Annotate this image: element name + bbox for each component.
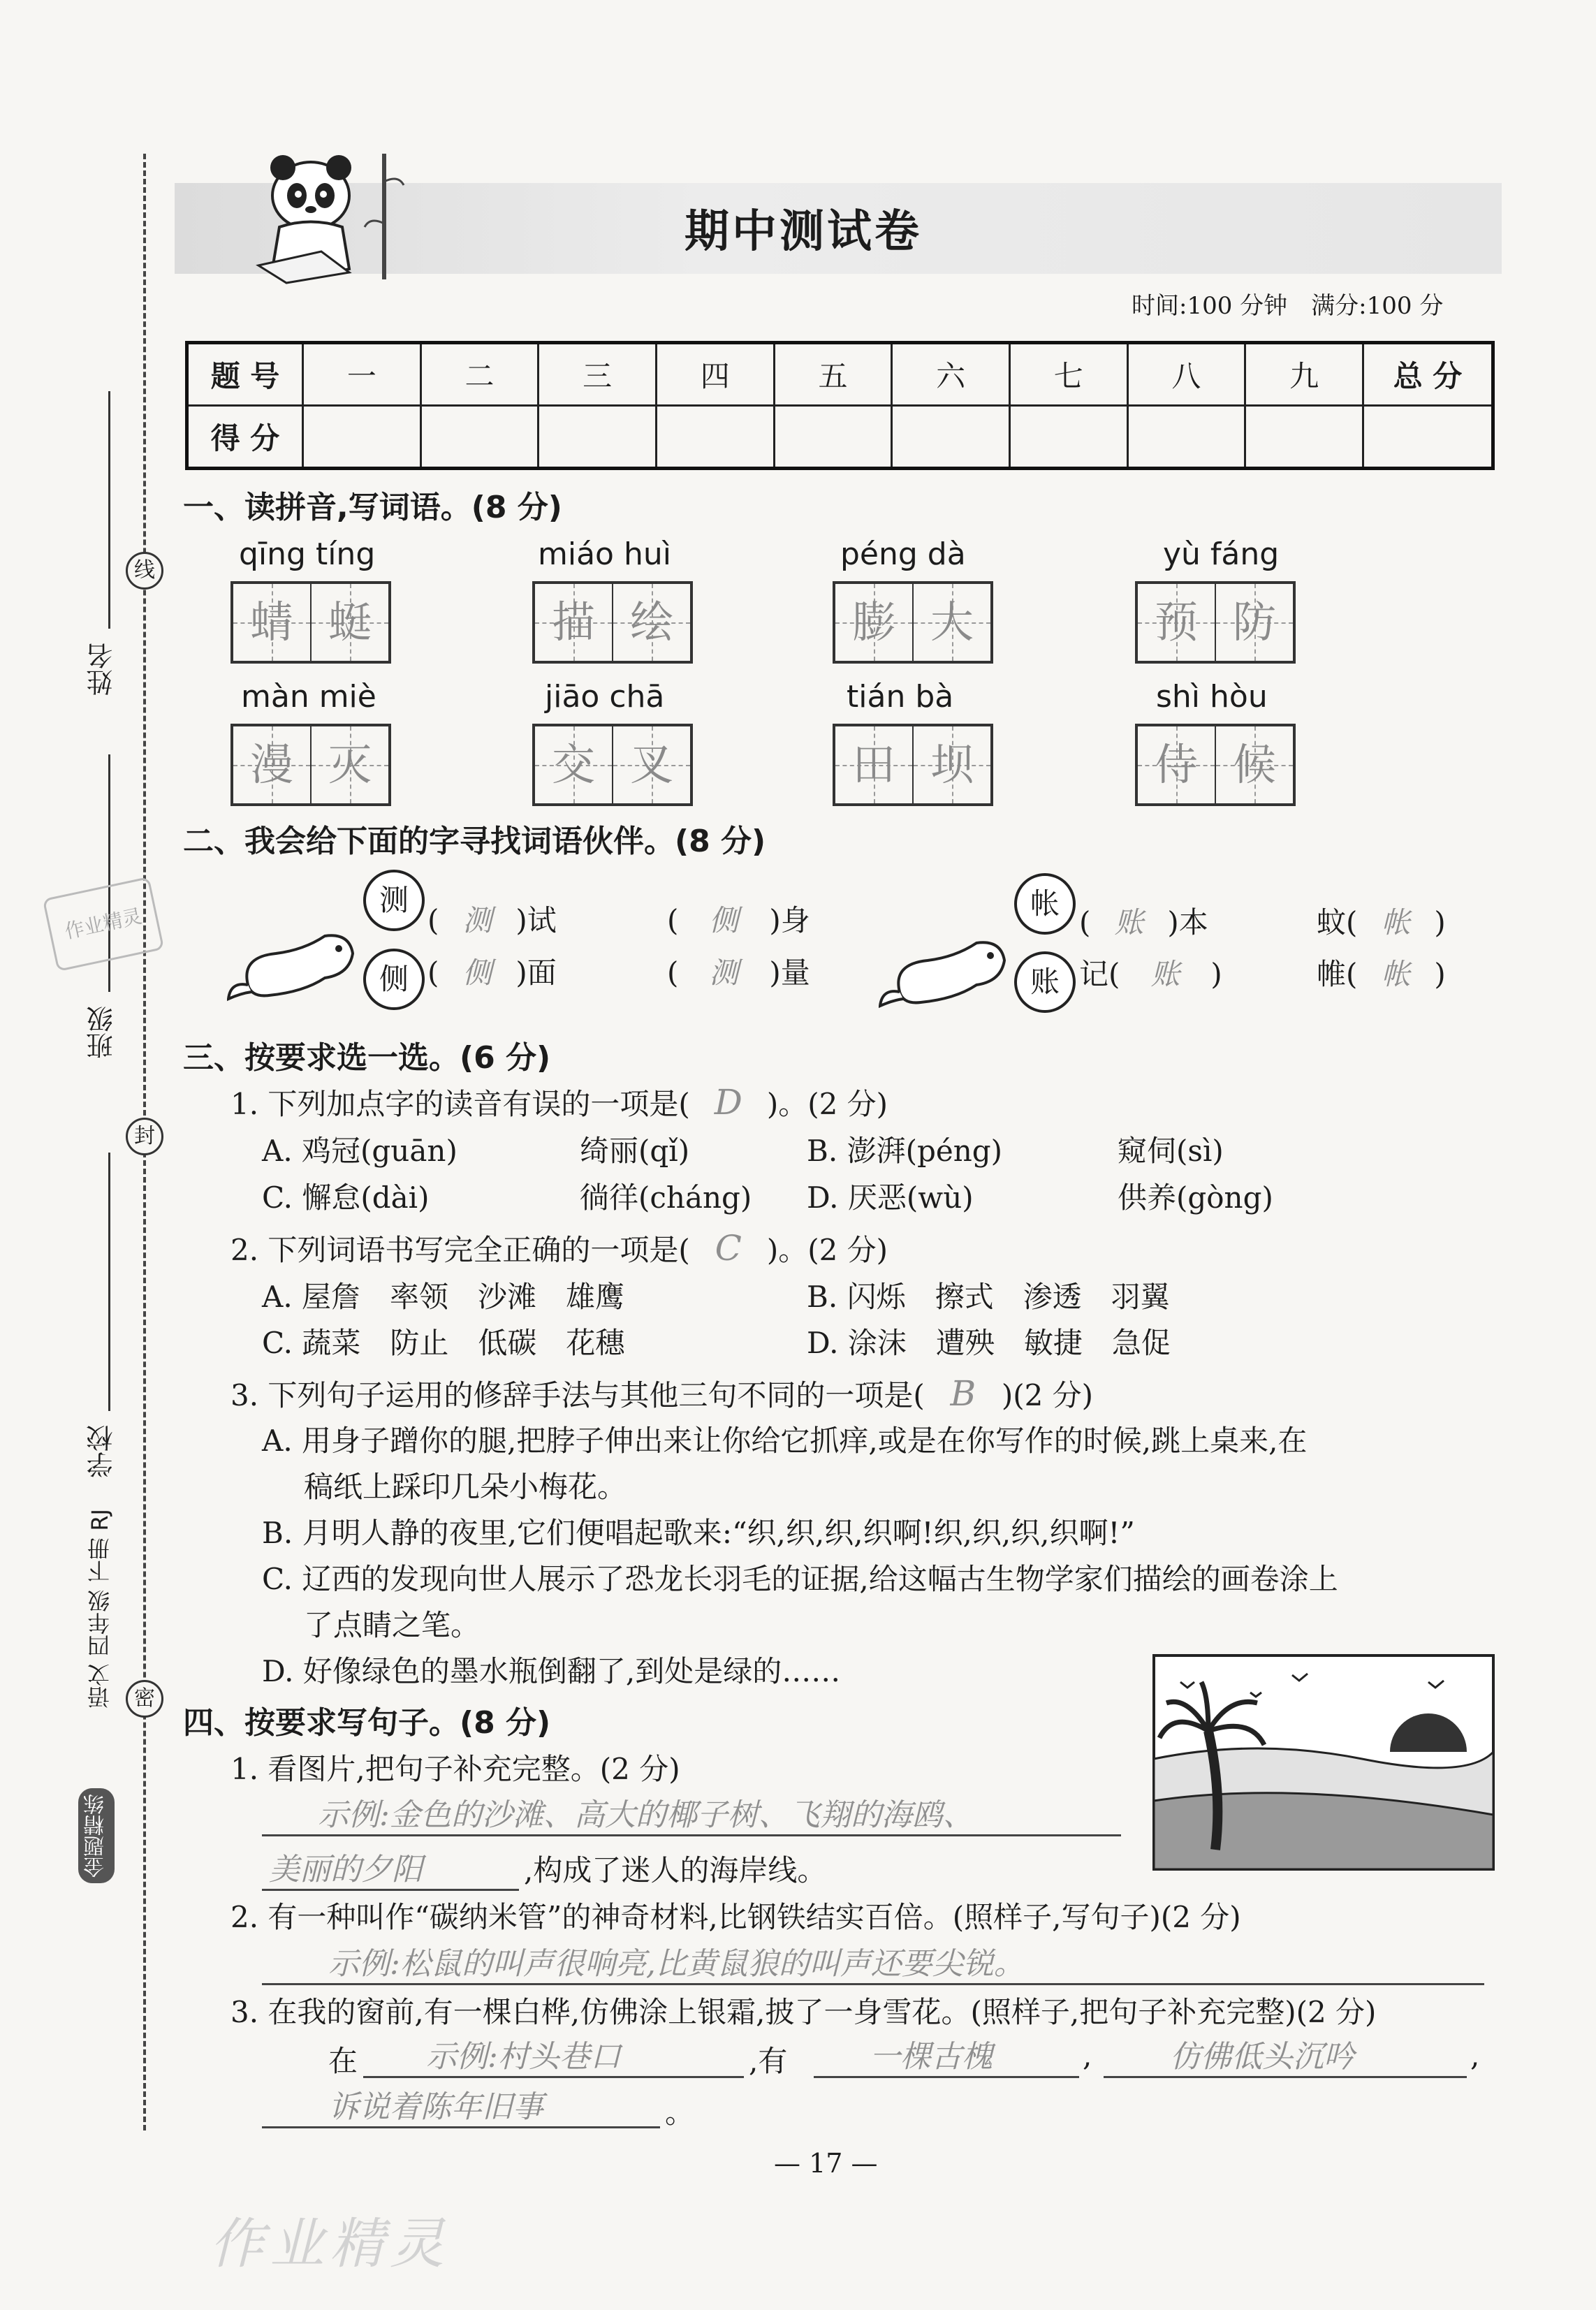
- school-blank-line: [108, 1153, 110, 1411]
- s2-word: )量: [769, 956, 810, 990]
- binding-mark-xian: 线: [126, 552, 163, 590]
- score-col-4: 四: [656, 343, 774, 406]
- s2-word: )本: [1167, 905, 1208, 940]
- s2-word: ): [1434, 905, 1446, 940]
- q4-3-answer-1[interactable]: 示例:村头巷口: [363, 2031, 744, 2078]
- q4-3-answer-3[interactable]: 仿佛低头沉吟: [1104, 2031, 1467, 2078]
- s2-word: )身: [769, 903, 810, 937]
- answer-char: 侍: [1154, 739, 1198, 790]
- score-cell[interactable]: [539, 406, 657, 469]
- panda-reading-icon: [244, 147, 405, 286]
- q4-2-stem: 2. 有一种叫作“碳纳米管”的神奇材料,比钢铁结实百倍。(照样子,写句子)(2 分): [230, 1900, 1241, 1934]
- option: 了点睛之笔。: [304, 1608, 481, 1642]
- score-cell[interactable]: [420, 406, 539, 469]
- q3-3-answer: B: [950, 1373, 976, 1414]
- score-cell[interactable]: [774, 406, 892, 469]
- section2-title: 二、我会给下面的字寻找词语伙伴。(8 分): [183, 824, 766, 859]
- s2-row1-c: ( 账 )本: [1079, 900, 1208, 942]
- s2-row2-a: ( 侧 )面: [427, 950, 557, 992]
- s2-ans: 侧: [462, 956, 492, 990]
- score-col-3: 三: [539, 343, 657, 406]
- s2-ans: 帐: [1381, 905, 1411, 940]
- answer-char: 交: [551, 739, 595, 790]
- score-col-9: 九: [1245, 343, 1363, 406]
- name-label: 姓名: [87, 643, 117, 696]
- section1-title: 一、读拼音,写词语。(8 分): [183, 490, 562, 525]
- s2-word: 帷(: [1317, 957, 1358, 991]
- q3-1-stem: [230, 1081, 888, 1123]
- score-col-7: 七: [1009, 343, 1127, 406]
- s2-ans: 账: [1114, 905, 1144, 940]
- stem-text: )。(2 分): [766, 1087, 888, 1121]
- score-col-total: 总 分: [1363, 343, 1493, 406]
- word-box-6[interactable]: [532, 724, 693, 806]
- s2-row2-b: ( 测 )量: [667, 950, 810, 992]
- page-title: 期中测试卷: [684, 206, 922, 258]
- s2-ans: 侧: [709, 903, 739, 937]
- option: D. 厌恶(wù): [807, 1180, 974, 1215]
- stem-text: )(2 分): [1001, 1378, 1094, 1412]
- class-label: 班级: [87, 1006, 117, 1059]
- stem-text: )。(2 分): [766, 1233, 888, 1267]
- word-box-8[interactable]: [1135, 724, 1296, 806]
- option: C. 懈怠(dài): [262, 1180, 430, 1215]
- score-col-8: 八: [1127, 343, 1245, 406]
- word-box-1[interactable]: [230, 581, 391, 664]
- q4-2-answer[interactable]: 示例:松鼠的叫声很响亮,比黄鼠狼的叫声还要尖锐。: [262, 1938, 1484, 1985]
- word-box-7[interactable]: [833, 724, 993, 806]
- school-label: 学校: [87, 1425, 117, 1478]
- score-col-5: 五: [774, 343, 892, 406]
- score-col-2: 二: [420, 343, 539, 406]
- circle-char-ce2: 侧: [363, 949, 425, 1010]
- q3-2-stem: [230, 1227, 888, 1269]
- option: C. 辽西的发现向世人展示了恐龙长羽毛的证据,给这幅古生物学家们描绘的画卷涂上: [262, 1562, 1338, 1596]
- s2-row1-a: ( 测 )试: [427, 898, 557, 940]
- q4-1-answer-line2[interactable]: 美丽的夕阳: [262, 1844, 519, 1891]
- s2-word: ): [1434, 957, 1446, 991]
- stem-text: 2. 下列词语书写完全正确的一项是(: [230, 1233, 690, 1267]
- option: 稿纸上踩印几朵小梅花。: [304, 1470, 627, 1504]
- time-info: 时间:100 分钟 满分:100 分: [1132, 292, 1444, 320]
- s2-row2-c: [1079, 951, 1222, 993]
- watermark: 作业精灵: [210, 2213, 451, 2276]
- option: 徜徉(cháng): [580, 1180, 752, 1215]
- q4-3-word: ,: [1470, 2038, 1480, 2073]
- answer-char: 漫: [249, 739, 293, 790]
- answer-char: 膨: [851, 597, 895, 648]
- score-cell[interactable]: [303, 406, 421, 469]
- word-box-5[interactable]: [230, 724, 391, 806]
- answer-char: 大: [930, 597, 974, 648]
- option: 绮丽(qǐ): [580, 1134, 690, 1168]
- word-box-4[interactable]: [1135, 581, 1296, 664]
- score-table: [185, 341, 1495, 470]
- answer-char: 蜻: [249, 597, 293, 648]
- word-box-2[interactable]: [532, 581, 693, 664]
- pinyin-3: péng dà: [840, 536, 966, 572]
- word-box-3[interactable]: [833, 581, 993, 664]
- answer-char: 坝: [930, 739, 974, 790]
- score-row-label: 得 分: [187, 406, 303, 469]
- q4-3-word: ,有: [749, 2044, 788, 2078]
- seal-right-icon: [879, 922, 1011, 1013]
- score-col-1: 一: [303, 343, 421, 406]
- q4-3-answer-2[interactable]: 一棵古槐: [814, 2031, 1079, 2078]
- s2-word: 记(: [1079, 957, 1120, 991]
- circle-char-zhang2: 账: [1014, 951, 1076, 1013]
- q4-3-word: 。: [665, 2096, 695, 2130]
- option: A. 鸡冠(guān): [262, 1134, 457, 1168]
- pinyin-5: màn miè: [241, 679, 376, 715]
- pinyin-1: qīng tíng: [239, 536, 376, 572]
- section3-title: 三、按要求选一选。(6 分): [183, 1040, 551, 1076]
- answer-char: 绘: [629, 597, 673, 648]
- score-col-6: 六: [892, 343, 1010, 406]
- q4-3-word: ,: [1083, 2038, 1092, 2073]
- option: A. 用身子蹭你的腿,把脖子伸出来让你给它抓痒,或是在你写作的时候,跳上桌来,在: [262, 1424, 1308, 1458]
- s2-word: 蚊(: [1317, 905, 1358, 940]
- s2-word: )试: [515, 903, 557, 937]
- s2-ans: 账: [1150, 957, 1180, 991]
- circle-char-ce: 测: [363, 870, 425, 931]
- q4-3-answer-4[interactable]: 诉说着陈年旧事: [262, 2082, 660, 2128]
- q3-2-answer: C: [715, 1228, 742, 1269]
- s2-word: )面: [515, 956, 557, 990]
- page-number: — 17 —: [774, 2148, 878, 2179]
- book-info: 语文 四年级 下册 RJ: [87, 1509, 113, 1709]
- binding-mark-feng: 封: [126, 1118, 163, 1155]
- option: B. 澎湃(péng): [807, 1134, 1003, 1168]
- s2-ans: 帐: [1381, 957, 1411, 991]
- binding-mark-mi: 密: [126, 1680, 163, 1718]
- pinyin-2: miáo huì: [538, 536, 671, 572]
- answer-char: 灭: [328, 739, 372, 790]
- answer-char: 描: [551, 597, 595, 648]
- s2-word: ): [1210, 957, 1222, 991]
- section4-title: 四、按要求写句子。(8 分): [183, 1705, 551, 1741]
- beach-scene-image: [1152, 1654, 1495, 1871]
- q3-3-stem: [230, 1373, 1093, 1414]
- answer-char: 候: [1232, 739, 1276, 790]
- option: C. 蔬菜 防止 低碳 花穗: [262, 1326, 625, 1360]
- stem-text: 1. 下列加点字的读音有误的一项是(: [230, 1087, 690, 1121]
- answer-char: 预: [1154, 597, 1198, 648]
- q4-1-answer-line1[interactable]: 示例:金色的沙滩、高大的椰子树、飞翔的海鸥、: [262, 1790, 1121, 1836]
- option: B. 闪烁 擦式 渗透 羽翼: [807, 1280, 1170, 1314]
- score-cell[interactable]: [1363, 406, 1493, 469]
- s2-ans: 测: [462, 903, 492, 937]
- option: 窥伺(sì): [1118, 1134, 1224, 1168]
- option: A. 屋詹 率领 沙滩 雄鹰: [262, 1280, 625, 1314]
- s2-ans: 测: [709, 956, 739, 990]
- stamp-seal: 作业精灵: [43, 877, 165, 972]
- score-cell[interactable]: [1009, 406, 1127, 469]
- option: B. 月明人静的夜里,它们便唱起歌来:“织,织,织,织啊!织,织,织,织啊!”: [262, 1516, 1135, 1550]
- brand-label: 金题精练: [78, 1788, 115, 1883]
- option: 供养(gòng): [1118, 1180, 1273, 1215]
- answer-char: 田: [851, 739, 895, 790]
- option: D. 涂沫 遭殃 敏捷 急促: [807, 1326, 1171, 1360]
- s2-row1-b: ( 侧 )身: [667, 898, 810, 940]
- score-col-label: 题 号: [187, 343, 303, 406]
- score-cell[interactable]: [1245, 406, 1363, 469]
- q4-1-tail: ,构成了迷人的海岸线。: [524, 1853, 827, 1887]
- score-cell[interactable]: [656, 406, 774, 469]
- pinyin-8: shì hòu: [1156, 679, 1268, 715]
- score-header-row: [187, 343, 1493, 406]
- score-cell[interactable]: [892, 406, 1010, 469]
- answer-char: 防: [1232, 597, 1276, 648]
- score-value-row: [187, 406, 1493, 469]
- answer-char: 叉: [629, 739, 673, 790]
- name-blank-line: [108, 391, 110, 629]
- option: D. 好像绿色的墨水瓶倒翻了,到处是绿的……: [262, 1654, 841, 1688]
- s2-row2-d: [1317, 951, 1446, 993]
- q3-1-answer: D: [714, 1082, 742, 1123]
- q4-3-stem: 3. 在我的窗前,有一棵白桦,仿佛涂上银霜,披了一身雪花。(照样子,把句子补充完整)(2 分): [230, 1995, 1377, 2029]
- q4-3-word: 在: [328, 2044, 358, 2078]
- answer-char: 蜓: [328, 597, 372, 648]
- score-cell[interactable]: [1127, 406, 1245, 469]
- s2-row1-d: [1317, 900, 1446, 942]
- q4-1-stem: 1. 看图片,把句子补充完整。(2 分): [230, 1752, 680, 1786]
- stem-text: 3. 下列句子运用的修辞手法与其他三句不同的一项是(: [230, 1378, 925, 1412]
- pinyin-4: yù fáng: [1163, 536, 1280, 572]
- seal-left-icon: [227, 915, 360, 1006]
- pinyin-7: tián bà: [847, 679, 954, 715]
- pinyin-6: jiāo chā: [545, 679, 665, 715]
- circle-char-zhang: 帐: [1014, 873, 1076, 935]
